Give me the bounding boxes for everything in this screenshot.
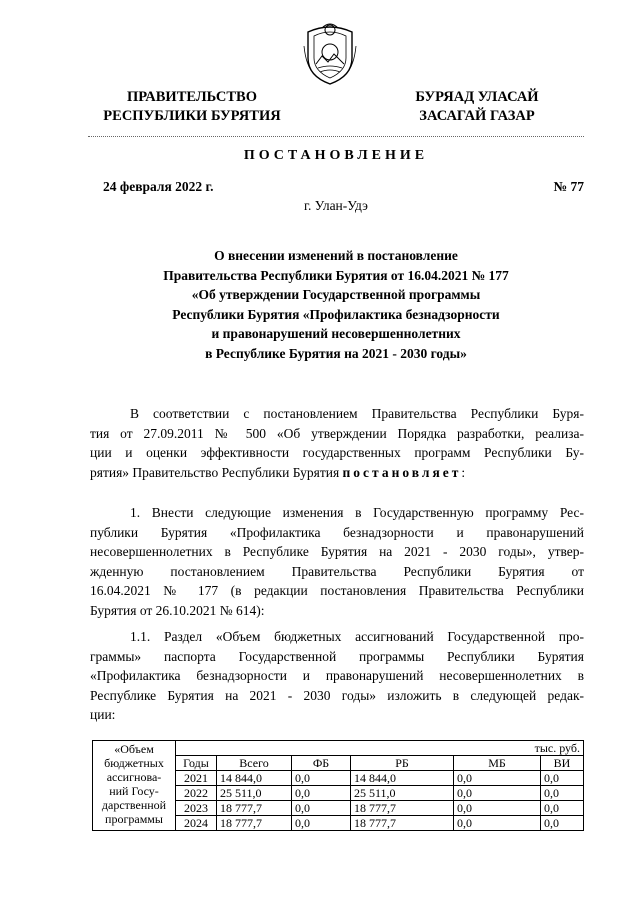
paragraph-line: ции и оценки эффективности государственных программ Республики Бу-	[90, 445, 584, 460]
title-line: «Об утверждении Государственной программы	[191, 287, 481, 303]
title-line: Правительства Республики Бурятия от 16.04.2021 № 177	[163, 267, 509, 283]
table-cell: 0,0	[454, 786, 541, 801]
table-row	[93, 741, 584, 756]
document-number: № 77	[553, 179, 584, 194]
paragraph-line: 1. Внести следующие изменения в Государственную программу Рес-	[130, 505, 584, 520]
label-line: ассигнова-	[106, 770, 162, 784]
paragraph-line: граммы» паспорта Государственной программы Республики Бурятия	[90, 648, 584, 664]
paragraph-line: несовершеннолетних в Республике Бурятия на 2021 - 2030 годы», утвер-	[90, 544, 584, 559]
table-label-cell	[93, 741, 176, 831]
table-cell: 0,0	[292, 801, 351, 816]
column-header: ВИ	[541, 756, 584, 771]
table-cell: 18 777,7	[217, 801, 292, 816]
paragraph-line: 1.1. Раздел «Объем бюджетных ассигнований Государственной про-	[130, 629, 584, 644]
resolution-keyword: постановляет	[342, 464, 462, 480]
government-name-buryat	[392, 88, 562, 126]
paragraph-line: В соответствии с постановлением Правительства Республики Буря-	[130, 406, 584, 421]
table-cell: 25 511,0	[217, 786, 292, 801]
government-name-line: БУРЯАД УЛАСАЙ	[415, 89, 539, 105]
title-line: и правонарушений несовершеннолетних	[211, 326, 461, 342]
table-cell: 18 777,7	[217, 816, 292, 831]
paragraph-text: :	[461, 464, 466, 480]
paragraph-line: жденную постановлением Правительства Республики Бурятия от	[90, 563, 584, 579]
table-cell: 0,0	[454, 771, 541, 786]
paragraph-line	[90, 463, 584, 483]
clause-1-paragraph	[90, 503, 584, 620]
paragraph-line: тия от 27.09.2011 № 500 «Об утверждении Порядка разработки, реализа-	[90, 425, 584, 441]
paragraph-line: ции:	[90, 707, 116, 722]
document-city: г. Улан-Удэ	[304, 198, 368, 213]
table-cell: 0,0	[292, 816, 351, 831]
title-line: в Республике Бурятия на 2021 - 2030 годы»	[205, 345, 467, 361]
government-name-line: ПРАВИТЕЛЬСТВО	[127, 89, 257, 105]
table-cell: 18 777,7	[351, 816, 454, 831]
paragraph-line: «Профилактика безнадзорности и правонарушений несовершеннолетних в	[90, 668, 584, 683]
title-line: О внесении изменений в постановление	[214, 248, 458, 263]
column-header: ФБ	[292, 756, 351, 771]
preamble-paragraph	[90, 404, 584, 482]
coat-of-arms-icon	[300, 18, 360, 86]
table-cell: 0,0	[541, 801, 584, 816]
government-name-line: РЕСПУБЛИКИ БУРЯТИЯ	[103, 108, 281, 124]
paragraph-text: рятия» Правительство Республики Бурятия	[90, 464, 343, 480]
paragraph-line: Республике Бурятия на 2021 - 2030 годы» изложить в следующей редак-	[90, 687, 584, 703]
table-cell: 2024	[176, 816, 217, 831]
table-cell: 0,0	[454, 816, 541, 831]
document-title	[96, 246, 576, 364]
label-line: бюджетных	[104, 756, 164, 770]
table-cell: 0,0	[292, 771, 351, 786]
label-line: программы	[105, 812, 163, 826]
table-cell: 18 777,7	[351, 801, 454, 816]
table-cell: 2022	[176, 786, 217, 801]
table-cell: 0,0	[292, 786, 351, 801]
clause-1-1-paragraph	[90, 627, 584, 725]
table-cell: 25 511,0	[351, 786, 454, 801]
table-unit: тыс. руб.	[176, 741, 584, 756]
label-line: дарственной	[101, 798, 167, 812]
label-line: «Объем	[114, 742, 154, 756]
government-name-line: ЗАСАГАЙ ГАЗАР	[419, 108, 535, 124]
header-divider	[88, 136, 584, 137]
label-line: ний Госу-	[109, 784, 159, 798]
table-cell: 0,0	[541, 771, 584, 786]
table-cell: 2023	[176, 801, 217, 816]
column-header: Всего	[217, 756, 292, 771]
column-header: РБ	[351, 756, 454, 771]
table-cell: 2021	[176, 771, 217, 786]
table-cell: 0,0	[454, 801, 541, 816]
paragraph-line: публики Бурятия «Профилактика безнадзорности и правонарушений	[90, 524, 584, 540]
column-header: МБ	[454, 756, 541, 771]
table-cell: 0,0	[541, 816, 584, 831]
table-cell: 14 844,0	[351, 771, 454, 786]
paragraph-line: 16.04.2021 № 177 (в редакции постановления Правительства Республики	[90, 583, 584, 598]
table-cell: 0,0	[541, 786, 584, 801]
government-name-russian	[92, 88, 292, 126]
document-type: ПОСТАНОВЛЕНИЕ	[243, 148, 429, 163]
paragraph-line: Бурятия от 26.10.2021 № 614):	[90, 602, 265, 618]
table-cell: 14 844,0	[217, 771, 292, 786]
budget-table	[92, 740, 584, 831]
document-date: 24 февраля 2022 г.	[103, 179, 214, 194]
column-header: Годы	[176, 756, 217, 771]
title-line: Республики Бурятия «Профилактика безнадзорности	[172, 306, 500, 322]
